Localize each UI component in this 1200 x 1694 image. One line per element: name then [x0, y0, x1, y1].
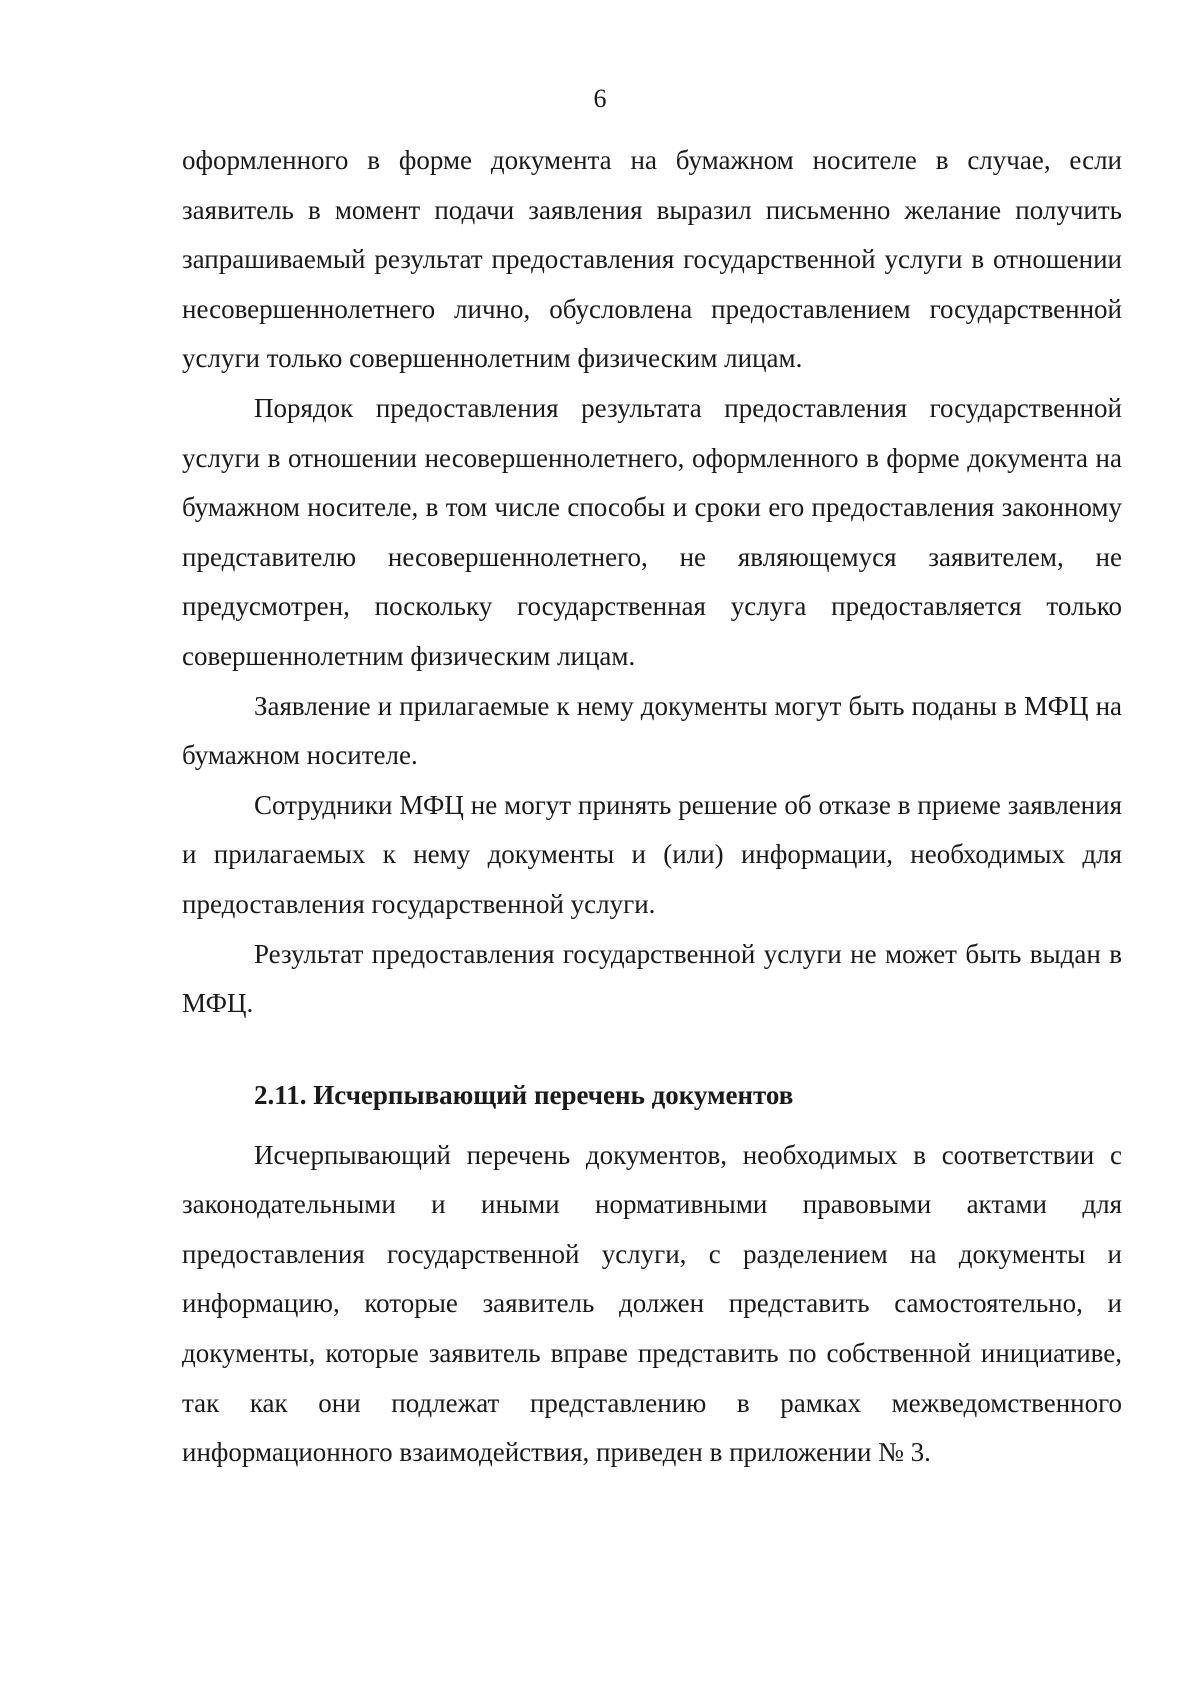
page-number: 6 [593, 84, 607, 113]
paragraph: оформленного в форме документа на бумажном носителе в случае, если заявитель в момент подачи заявления выразил письменно желание получить запрашиваемый результат предоставления государственной услуги в отношении несовершеннолетнего лично, обусловлена предоставлением государственной услуги только совершеннолетним физическим лицам. [182, 145, 1122, 374]
paragraph: Результат предоставления государственной услуги не может быть выдан в МФЦ. [182, 938, 1122, 1019]
paragraph: Порядок предоставления результата предоставления государственной услуги в отношении несовершеннолетнего, оформленного в форме документа на бумажном носителе, в том числе способы и сроки его предоставления законному представителю несовершеннолетнего, не являющемуся заявителем, не предусмотрен, поскольку государственная услуга предоставляется только совершеннолетним физическим лицам. [182, 392, 1122, 671]
section-heading: 2.11. Исчерпывающий перечень документов [254, 1079, 794, 1110]
paragraph: Исчерпывающий перечень документов, необходимых в соответствии с законодательными и иными нормативными правовыми актами для предоставления государственной услуги, с разделением на документы и информацию, которые заявитель должен представить самостоятельно, и документы, которые заявитель вправе представить по собственной инициативе, так как они подлежат представлению в рамках межведомственного информационного взаимодействия, приведен в приложении № 3. [182, 1139, 1122, 1468]
paragraph: Сотрудники МФЦ не могут принять решение об отказе в приеме заявления и прилагаемых к нему документы и (или) информации, необходимых для предоставления государственной услуги. [182, 789, 1122, 919]
document-body [182, 136, 1122, 1478]
paragraph: Заявление и прилагаемые к нему документы могут быть поданы в МФЦ на бумажном носителе. [182, 690, 1122, 771]
